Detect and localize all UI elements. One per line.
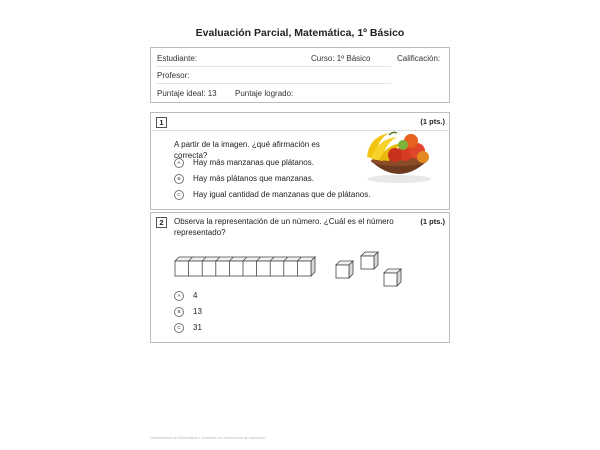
option-letter: B — [174, 174, 184, 184]
teacher-label: Profesor: — [157, 71, 190, 80]
option-letter: B — [174, 307, 184, 317]
question-2 — [150, 212, 450, 343]
student-info-header — [150, 47, 450, 103]
question-number: 2 — [156, 217, 167, 228]
base-ten-blocks-icon — [173, 248, 433, 290]
question-points: (1 pts.) — [420, 217, 445, 226]
option-text: Hay más manzanas que plátanos. — [193, 158, 314, 167]
option-letter: A — [174, 291, 184, 301]
option-text: 13 — [193, 307, 202, 316]
question-1 — [150, 112, 450, 210]
fruit-bowl-icon — [359, 127, 437, 185]
option-letter: C — [174, 190, 184, 200]
question-text: Observa la representación de un número. ¿Cuál es el número representado? — [174, 217, 394, 237]
option-text: 31 — [193, 323, 202, 332]
page-title: Evaluación Parcial, Matemática, 1º Básico — [195, 27, 405, 39]
divider — [156, 83, 391, 84]
question-text: A partir de la imagen. ¿qué afirmación es correcta? — [174, 140, 320, 160]
option-text: Hay más plátanos que manzanas. — [193, 174, 314, 183]
option-letter: A — [174, 158, 184, 168]
ideal-score-label: Puntaje ideal: 13 — [157, 89, 217, 98]
option-text: 4 — [193, 291, 198, 300]
page-footer: Departamento de Matemáticas • Generado con herramienta de evaluación — [150, 436, 266, 440]
question-points: (1 pts.) — [420, 117, 445, 126]
option-letter: C — [174, 323, 184, 333]
divider — [156, 66, 391, 67]
course-label: Curso: 1º Básico — [311, 54, 371, 63]
question-number: 1 — [156, 117, 167, 128]
student-label: Estudiante: — [157, 54, 198, 63]
option-text: Hay igual cantidad de manzanas que de plátanos. — [193, 190, 371, 199]
grade-label: Calificación: — [397, 54, 441, 63]
achieved-score-label: Puntaje logrado: — [235, 89, 294, 98]
